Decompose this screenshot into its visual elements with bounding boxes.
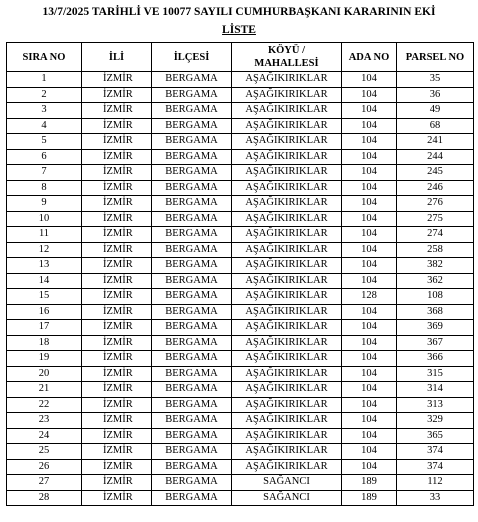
cell-sira-no: 8 bbox=[7, 180, 82, 196]
cell-parsel-no: 329 bbox=[397, 413, 474, 429]
cell-parsel-no: 245 bbox=[397, 165, 474, 181]
cell-ada-no: 104 bbox=[342, 304, 397, 320]
cell-parsel-no: 366 bbox=[397, 351, 474, 367]
cell-sira-no: 5 bbox=[7, 134, 82, 150]
cell-il: İZMİR bbox=[82, 413, 152, 429]
cell-ilce: BERGAMA bbox=[152, 118, 232, 134]
cell-ilce: BERGAMA bbox=[152, 490, 232, 506]
cell-parsel-no: 274 bbox=[397, 227, 474, 243]
cell-parsel-no: 36 bbox=[397, 87, 474, 103]
cell-il: İZMİR bbox=[82, 444, 152, 460]
table-row bbox=[7, 273, 474, 289]
cell-il: İZMİR bbox=[82, 428, 152, 444]
header-il: İLİ bbox=[82, 43, 152, 72]
table-row bbox=[7, 444, 474, 460]
cell-parsel-no: 68 bbox=[397, 118, 474, 134]
cell-parsel-no: 382 bbox=[397, 258, 474, 274]
cell-ada-no: 104 bbox=[342, 118, 397, 134]
cell-il: İZMİR bbox=[82, 304, 152, 320]
cell-ada-no: 104 bbox=[342, 459, 397, 475]
cell-il: İZMİR bbox=[82, 149, 152, 165]
cell-sira-no: 10 bbox=[7, 211, 82, 227]
cell-ilce: BERGAMA bbox=[152, 366, 232, 382]
cell-parsel-no: 374 bbox=[397, 459, 474, 475]
table-row bbox=[7, 366, 474, 382]
cell-ada-no: 104 bbox=[342, 382, 397, 398]
cell-ada-no: 104 bbox=[342, 351, 397, 367]
table-row bbox=[7, 180, 474, 196]
cell-ilce: BERGAMA bbox=[152, 413, 232, 429]
table-row bbox=[7, 227, 474, 243]
cell-il: İZMİR bbox=[82, 87, 152, 103]
cell-koy-mahalle: AŞAĞIKIRIKLAR bbox=[232, 382, 342, 398]
cell-ada-no: 189 bbox=[342, 490, 397, 506]
cell-parsel-no: 108 bbox=[397, 289, 474, 305]
cell-ilce: BERGAMA bbox=[152, 180, 232, 196]
cell-sira-no: 4 bbox=[7, 118, 82, 134]
cell-ilce: BERGAMA bbox=[152, 149, 232, 165]
cell-koy-mahalle: AŞAĞIKIRIKLAR bbox=[232, 335, 342, 351]
cell-parsel-no: 241 bbox=[397, 134, 474, 150]
cell-koy-mahalle: AŞAĞIKIRIKLAR bbox=[232, 304, 342, 320]
cell-koy-mahalle: AŞAĞIKIRIKLAR bbox=[232, 444, 342, 460]
header-ada-no: ADA NO bbox=[342, 43, 397, 72]
cell-ilce: BERGAMA bbox=[152, 351, 232, 367]
cell-ada-no: 104 bbox=[342, 273, 397, 289]
cell-sira-no: 18 bbox=[7, 335, 82, 351]
cell-sira-no: 14 bbox=[7, 273, 82, 289]
cell-il: İZMİR bbox=[82, 335, 152, 351]
cell-ada-no: 104 bbox=[342, 134, 397, 150]
table-row bbox=[7, 242, 474, 258]
cell-ilce: BERGAMA bbox=[152, 165, 232, 181]
cell-il: İZMİR bbox=[82, 118, 152, 134]
cell-ada-no: 104 bbox=[342, 397, 397, 413]
cell-il: İZMİR bbox=[82, 459, 152, 475]
cell-ilce: BERGAMA bbox=[152, 242, 232, 258]
cell-sira-no: 15 bbox=[7, 289, 82, 305]
cell-koy-mahalle: AŞAĞIKIRIKLAR bbox=[232, 134, 342, 150]
cell-ada-no: 104 bbox=[342, 211, 397, 227]
cell-ilce: BERGAMA bbox=[152, 320, 232, 336]
cell-parsel-no: 367 bbox=[397, 335, 474, 351]
cell-il: İZMİR bbox=[82, 382, 152, 398]
cell-ilce: BERGAMA bbox=[152, 72, 232, 88]
cell-sira-no: 16 bbox=[7, 304, 82, 320]
cell-ada-no: 104 bbox=[342, 227, 397, 243]
table-row bbox=[7, 413, 474, 429]
cell-sira-no: 28 bbox=[7, 490, 82, 506]
cell-koy-mahalle: AŞAĞIKIRIKLAR bbox=[232, 366, 342, 382]
cell-koy-mahalle: AŞAĞIKIRIKLAR bbox=[232, 428, 342, 444]
cell-ada-no: 104 bbox=[342, 366, 397, 382]
cell-koy-mahalle: AŞAĞIKIRIKLAR bbox=[232, 242, 342, 258]
cell-sira-no: 3 bbox=[7, 103, 82, 119]
cell-ada-no: 104 bbox=[342, 72, 397, 88]
cell-parsel-no: 244 bbox=[397, 149, 474, 165]
cell-il: İZMİR bbox=[82, 180, 152, 196]
cell-ada-no: 104 bbox=[342, 444, 397, 460]
cell-il: İZMİR bbox=[82, 366, 152, 382]
cell-ilce: BERGAMA bbox=[152, 273, 232, 289]
cell-parsel-no: 276 bbox=[397, 196, 474, 212]
cell-il: İZMİR bbox=[82, 475, 152, 491]
cell-ilce: BERGAMA bbox=[152, 382, 232, 398]
table-row bbox=[7, 196, 474, 212]
cell-sira-no: 20 bbox=[7, 366, 82, 382]
cell-ilce: BERGAMA bbox=[152, 459, 232, 475]
cell-il: İZMİR bbox=[82, 242, 152, 258]
cell-parsel-no: 365 bbox=[397, 428, 474, 444]
table-row bbox=[7, 134, 474, 150]
cell-il: İZMİR bbox=[82, 165, 152, 181]
cell-koy-mahalle: AŞAĞIKIRIKLAR bbox=[232, 273, 342, 289]
cell-ilce: BERGAMA bbox=[152, 444, 232, 460]
cell-ada-no: 104 bbox=[342, 258, 397, 274]
cell-ilce: BERGAMA bbox=[152, 134, 232, 150]
cell-il: İZMİR bbox=[82, 258, 152, 274]
cell-sira-no: 7 bbox=[7, 165, 82, 181]
cell-koy-mahalle: SAĞANCI bbox=[232, 490, 342, 506]
cell-il: İZMİR bbox=[82, 211, 152, 227]
cell-parsel-no: 49 bbox=[397, 103, 474, 119]
table-row bbox=[7, 149, 474, 165]
cell-ilce: BERGAMA bbox=[152, 304, 232, 320]
cell-ilce: BERGAMA bbox=[152, 475, 232, 491]
cell-ada-no: 104 bbox=[342, 320, 397, 336]
cell-koy-mahalle: AŞAĞIKIRIKLAR bbox=[232, 397, 342, 413]
cell-parsel-no: 112 bbox=[397, 475, 474, 491]
cell-sira-no: 2 bbox=[7, 87, 82, 103]
cell-parsel-no: 246 bbox=[397, 180, 474, 196]
cell-sira-no: 17 bbox=[7, 320, 82, 336]
cell-ada-no: 104 bbox=[342, 149, 397, 165]
cell-ilce: BERGAMA bbox=[152, 196, 232, 212]
table-row bbox=[7, 87, 474, 103]
cell-koy-mahalle: SAĞANCI bbox=[232, 475, 342, 491]
cell-koy-mahalle: AŞAĞIKIRIKLAR bbox=[232, 165, 342, 181]
table-row bbox=[7, 351, 474, 367]
cell-sira-no: 11 bbox=[7, 227, 82, 243]
table-row bbox=[7, 304, 474, 320]
table-row bbox=[7, 397, 474, 413]
cell-il: İZMİR bbox=[82, 397, 152, 413]
cell-sira-no: 12 bbox=[7, 242, 82, 258]
cell-koy-mahalle: AŞAĞIKIRIKLAR bbox=[232, 103, 342, 119]
document-subtitle: LİSTE bbox=[222, 24, 256, 36]
cell-il: İZMİR bbox=[82, 72, 152, 88]
cell-sira-no: 25 bbox=[7, 444, 82, 460]
document-title: 13/7/2025 TARİHLİ VE 10077 SAYILI CUMHURBAŞKANI KARARININ EKİ bbox=[42, 6, 436, 18]
cell-parsel-no: 35 bbox=[397, 72, 474, 88]
cell-koy-mahalle: AŞAĞIKIRIKLAR bbox=[232, 351, 342, 367]
cell-koy-mahalle: AŞAĞIKIRIKLAR bbox=[232, 180, 342, 196]
cell-il: İZMİR bbox=[82, 351, 152, 367]
cell-il: İZMİR bbox=[82, 273, 152, 289]
table-row bbox=[7, 459, 474, 475]
table-row bbox=[7, 289, 474, 305]
cell-parsel-no: 374 bbox=[397, 444, 474, 460]
cell-ada-no: 104 bbox=[342, 180, 397, 196]
table-row bbox=[7, 428, 474, 444]
cell-ada-no: 128 bbox=[342, 289, 397, 305]
header-koy-line1: KÖYÜ / bbox=[267, 45, 306, 56]
cell-ada-no: 104 bbox=[342, 335, 397, 351]
table-row bbox=[7, 320, 474, 336]
cell-il: İZMİR bbox=[82, 134, 152, 150]
cell-ilce: BERGAMA bbox=[152, 258, 232, 274]
cell-parsel-no: 362 bbox=[397, 273, 474, 289]
table-header-row bbox=[7, 43, 474, 72]
table-row bbox=[7, 475, 474, 491]
cell-ada-no: 104 bbox=[342, 165, 397, 181]
cell-sira-no: 21 bbox=[7, 382, 82, 398]
cell-ilce: BERGAMA bbox=[152, 428, 232, 444]
cell-ilce: BERGAMA bbox=[152, 103, 232, 119]
table-row bbox=[7, 335, 474, 351]
parcel-table bbox=[6, 42, 474, 506]
cell-parsel-no: 275 bbox=[397, 211, 474, 227]
cell-il: İZMİR bbox=[82, 103, 152, 119]
table-row bbox=[7, 490, 474, 506]
cell-ada-no: 189 bbox=[342, 475, 397, 491]
cell-koy-mahalle: AŞAĞIKIRIKLAR bbox=[232, 289, 342, 305]
cell-sira-no: 22 bbox=[7, 397, 82, 413]
cell-il: İZMİR bbox=[82, 196, 152, 212]
cell-parsel-no: 368 bbox=[397, 304, 474, 320]
cell-koy-mahalle: AŞAĞIKIRIKLAR bbox=[232, 87, 342, 103]
cell-ilce: BERGAMA bbox=[152, 227, 232, 243]
cell-il: İZMİR bbox=[82, 490, 152, 506]
cell-ada-no: 104 bbox=[342, 413, 397, 429]
cell-sira-no: 27 bbox=[7, 475, 82, 491]
header-parsel-no: PARSEL NO bbox=[397, 43, 474, 72]
cell-parsel-no: 369 bbox=[397, 320, 474, 336]
cell-sira-no: 13 bbox=[7, 258, 82, 274]
cell-parsel-no: 315 bbox=[397, 366, 474, 382]
cell-sira-no: 26 bbox=[7, 459, 82, 475]
table-row bbox=[7, 211, 474, 227]
table-row bbox=[7, 103, 474, 119]
cell-ada-no: 104 bbox=[342, 103, 397, 119]
table-row bbox=[7, 382, 474, 398]
cell-sira-no: 1 bbox=[7, 72, 82, 88]
header-koy-line2: MAHALLESİ bbox=[254, 58, 319, 69]
cell-ilce: BERGAMA bbox=[152, 397, 232, 413]
cell-koy-mahalle: AŞAĞIKIRIKLAR bbox=[232, 211, 342, 227]
cell-sira-no: 19 bbox=[7, 351, 82, 367]
cell-sira-no: 23 bbox=[7, 413, 82, 429]
table-row bbox=[7, 165, 474, 181]
cell-koy-mahalle: AŞAĞIKIRIKLAR bbox=[232, 72, 342, 88]
cell-parsel-no: 314 bbox=[397, 382, 474, 398]
table-row bbox=[7, 258, 474, 274]
cell-ilce: BERGAMA bbox=[152, 87, 232, 103]
cell-koy-mahalle: AŞAĞIKIRIKLAR bbox=[232, 459, 342, 475]
cell-il: İZMİR bbox=[82, 227, 152, 243]
cell-sira-no: 6 bbox=[7, 149, 82, 165]
cell-koy-mahalle: AŞAĞIKIRIKLAR bbox=[232, 196, 342, 212]
cell-ilce: BERGAMA bbox=[152, 289, 232, 305]
header-sira-no: SIRA NO bbox=[7, 43, 82, 72]
table-row bbox=[7, 118, 474, 134]
cell-parsel-no: 33 bbox=[397, 490, 474, 506]
header-ilce: İLÇESİ bbox=[152, 43, 232, 72]
cell-koy-mahalle: AŞAĞIKIRIKLAR bbox=[232, 149, 342, 165]
cell-koy-mahalle: AŞAĞIKIRIKLAR bbox=[232, 258, 342, 274]
cell-sira-no: 9 bbox=[7, 196, 82, 212]
cell-koy-mahalle: AŞAĞIKIRIKLAR bbox=[232, 320, 342, 336]
cell-ada-no: 104 bbox=[342, 196, 397, 212]
cell-koy-mahalle: AŞAĞIKIRIKLAR bbox=[232, 118, 342, 134]
cell-parsel-no: 313 bbox=[397, 397, 474, 413]
cell-koy-mahalle: AŞAĞIKIRIKLAR bbox=[232, 413, 342, 429]
cell-ada-no: 104 bbox=[342, 87, 397, 103]
cell-koy-mahalle: AŞAĞIKIRIKLAR bbox=[232, 227, 342, 243]
cell-ada-no: 104 bbox=[342, 428, 397, 444]
cell-parsel-no: 258 bbox=[397, 242, 474, 258]
cell-sira-no: 24 bbox=[7, 428, 82, 444]
cell-il: İZMİR bbox=[82, 320, 152, 336]
header-koy-mahalle bbox=[232, 43, 342, 72]
cell-ada-no: 104 bbox=[342, 242, 397, 258]
cell-il: İZMİR bbox=[82, 289, 152, 305]
cell-ilce: BERGAMA bbox=[152, 211, 232, 227]
cell-ilce: BERGAMA bbox=[152, 335, 232, 351]
table-row bbox=[7, 72, 474, 88]
